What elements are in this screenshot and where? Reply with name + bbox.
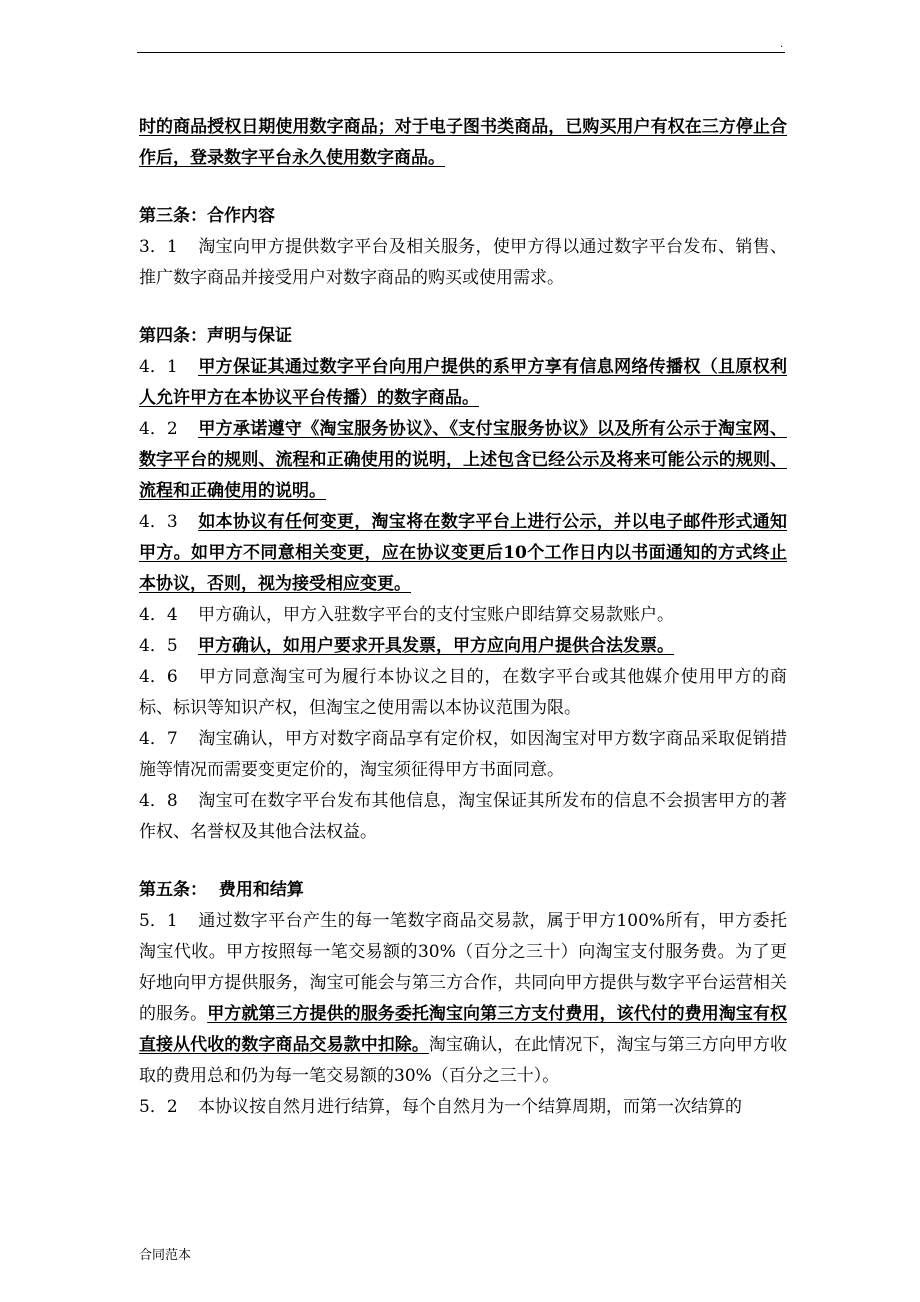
clause-number: 5．2 bbox=[139, 1097, 178, 1117]
spacer bbox=[139, 294, 787, 321]
clause-number: 4．4 bbox=[139, 605, 178, 625]
clause-text: 甲方确认，如用户要求开具发票，甲方应向用户提供合法发票。 bbox=[198, 636, 674, 656]
clause-number: 4．5 bbox=[139, 636, 178, 656]
clause-4-8 bbox=[139, 786, 787, 848]
clause-4-6 bbox=[139, 662, 787, 724]
clause-text: 本协议按自然月进行结算，每个自然月为一个结算周期，而第一次结算的 bbox=[198, 1097, 742, 1117]
spacer bbox=[139, 848, 787, 875]
document-body bbox=[139, 112, 787, 1123]
clause-text: 淘宝向甲方提供数字平台及相关服务，使甲方得以通过数字平台发布、销售、推广数字商品并接受用户对数字商品的购买或使用需求。 bbox=[139, 237, 787, 288]
footer-label: 合同范本 bbox=[139, 1248, 192, 1263]
clause-text: 淘宝确认，甲方对数字商品享有定价权，如因淘宝对甲方数字商品采取促销措施等情况而需要变更定价的，淘宝须征得甲方书面同意。 bbox=[139, 729, 787, 780]
clause-5-2 bbox=[139, 1092, 787, 1123]
clause-text-part-c: 淘宝确认，在此情况下，淘宝与第三方向甲方收取的费用总和仍为每一笔交易额的30%（百分之三十）。 bbox=[139, 1035, 788, 1086]
clause-text-part-a: 通过数字平台产生的每一笔数字商品交易款，属于甲方100%所有，甲方委托淘宝代收。甲方按照每一笔交易额的30%（百分之三十）向淘宝支付服务费。为了更好地向甲方提供服务，淘宝可能会与第三方合作，共同向甲方提供与数字平台运营相关的服务。 bbox=[139, 911, 787, 1024]
section-3-title: 第三条：合作内容 bbox=[139, 206, 275, 226]
clause-text: 甲方保证其通过数字平台向用户提供的系甲方享有信息网络传播权（且原权利人允许甲方在本协议平台传播）的数字商品。 bbox=[139, 357, 787, 408]
header-mark: . bbox=[780, 39, 784, 50]
clause-number: 4．7 bbox=[139, 729, 178, 749]
clause-4-5 bbox=[139, 631, 787, 662]
clause-4-4 bbox=[139, 600, 787, 631]
clause-4-3 bbox=[139, 507, 787, 600]
header-rule bbox=[137, 52, 785, 53]
clause-4-2 bbox=[139, 414, 787, 507]
clause-number: 4．1 bbox=[139, 357, 178, 377]
clause-text: 如本协议有任何变更，淘宝将在数字平台上进行公示，并以电子邮件形式通知甲方。如甲方不同意相关变更，应在协议变更后10个工作日内以书面通知的方式终止本协议，否则，视为接受相应变更。 bbox=[139, 512, 787, 594]
intro-paragraph: 时的商品授权日期使用数字商品；对于电子图书类商品，已购买用户有权在三方停止合作后，登录数字平台永久使用数字商品。 bbox=[139, 117, 787, 168]
clause-5-1 bbox=[139, 906, 787, 1092]
clause-number: 4．2 bbox=[139, 419, 178, 439]
section-5-title: 第五条： 费用和结算 bbox=[139, 880, 304, 900]
clause-number: 4．8 bbox=[139, 791, 178, 811]
clause-3-1 bbox=[139, 232, 787, 294]
clause-number: 5．1 bbox=[139, 911, 178, 931]
clause-number: 4．3 bbox=[139, 512, 178, 532]
clause-text: 淘宝可在数字平台发布其他信息，淘宝保证其所发布的信息不会损害甲方的著作权、名誉权及其他合法权益。 bbox=[139, 791, 787, 842]
clause-4-7 bbox=[139, 724, 787, 786]
section-4-title: 第四条：声明与保证 bbox=[139, 326, 292, 346]
clause-text: 甲方同意淘宝可为履行本协议之目的，在数字平台或其他媒介使用甲方的商标、标识等知识产权，但淘宝之使用需以本协议范围为限。 bbox=[139, 667, 787, 718]
clause-text: 甲方承诺遵守《淘宝服务协议》、《支付宝服务协议》以及所有公示于淘宝网、数字平台的规则、流程和正确使用的说明，上述包含已经公示及将来可能公示的规则、流程和正确使用的说明。 bbox=[139, 419, 787, 501]
clause-text-part-b: 甲方就第三方提供的服务委托淘宝向第三方支付费用，该代付的费用淘宝有权直接从代收的数字商品交易款中扣除。 bbox=[139, 1004, 788, 1055]
clause-number: 3．1 bbox=[139, 237, 178, 257]
spacer bbox=[139, 174, 787, 201]
clause-number: 4．6 bbox=[139, 667, 178, 687]
clause-text: 甲方确认，甲方入驻数字平台的支付宝账户即结算交易款账户。 bbox=[198, 605, 674, 625]
clause-4-1 bbox=[139, 352, 787, 414]
